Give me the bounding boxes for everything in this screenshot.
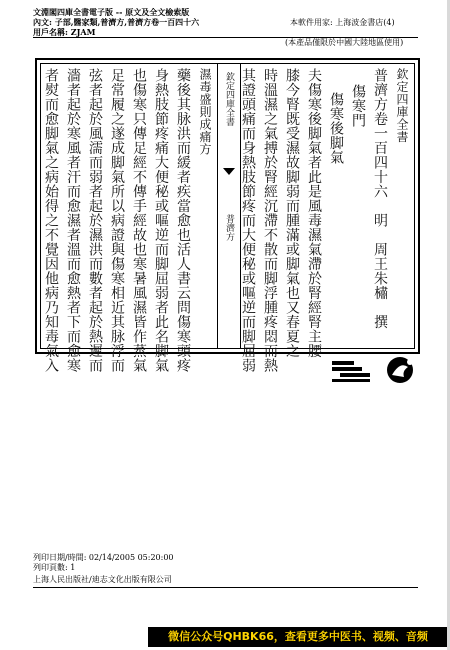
print-pages: 列印頁數: 1 <box>33 563 76 572</box>
publisher-logo-icon <box>330 353 420 385</box>
header-title: 文淵閣四庫全書電子版 -- 原文及全文檢索版 <box>33 7 190 17</box>
footer-separator <box>33 587 418 588</box>
text-column-7: 時溫濕之氣搏於腎經沉滯不散而脚浮腫疼悶而熱 <box>262 68 278 373</box>
watermark-banner: 微信公众号QHBK66，查看更多中医书、视频、音频 <box>148 627 448 647</box>
text-column-10: 藥後其脉洪而緩者疾當愈也活人書云問傷寒頭疼 <box>175 68 191 373</box>
header-content-path: 內文: 子部,醫家類,普濟方,普濟方卷一百四十六 <box>33 17 200 27</box>
header-separator <box>33 37 418 38</box>
fish-tail-mark-top <box>223 168 235 175</box>
text-frame-inner <box>40 63 415 373</box>
text-column-15: 濇者起於寒風者汗而愈濕者溫而愈熱者下而愈寒 <box>65 68 81 373</box>
text-column-12: 也傷寒只傳足經不傳手經故也寒暑風濕皆作蒸氣 <box>131 68 147 373</box>
text-column-16: 者熨而愈脚氣之病始得之不覺因他病乃知毒氣入 <box>43 68 59 373</box>
header-licensee: 本軟件用家: 上海波金書店(4) <box>290 18 395 27</box>
band-volume-title: 普濟方 <box>224 214 234 241</box>
fold-band <box>217 64 241 348</box>
header-region-note: (本產品僅限於中國大陸地區使用) <box>285 38 404 47</box>
text-column-3: 傷寒門 <box>350 84 366 128</box>
text-column-1: 欽定四庫全書 <box>395 68 409 143</box>
header-user: 用戶名稱: ZJAM <box>33 27 96 37</box>
text-column-8: 其證頭痛而身熱肢節疼而大便秘或嘔逆而脚屈弱 <box>240 68 256 373</box>
text-column-13: 足常履之遂成脚氣所以病證與傷寒相近其脉浮而 <box>109 68 125 373</box>
text-column-2: 普濟方卷一百四十六 明 周王朱橚 撰 <box>372 68 388 329</box>
text-column-11: 身熱肢節疼痛大便秘或嘔逆而脚屈弱者此名脚氣 <box>153 68 169 373</box>
text-column-5: 夫傷寒後脚氣者此是風毒濕氣滯於腎經腎主腰 <box>306 68 322 358</box>
band-book-title: 欽定四庫全書 <box>224 72 234 126</box>
text-column-14: 弦者起於風濡而弱者起於濕洪而數者起於熱遲而 <box>87 68 103 373</box>
text-column-9: 濕毒盛則成痛方 <box>198 68 212 156</box>
publisher-name: 上海人民出版社/迪志文化出版有限公司 <box>33 575 172 584</box>
text-column-4: 傷寒後脚氣 <box>328 92 344 165</box>
text-column-6: 膝今腎既受濕故脚弱而腫滿或脚氣也又春夏之 <box>284 68 300 358</box>
text-frame <box>35 58 420 373</box>
print-datetime: 列印日期/時間: 02/14/2005 05:20:00 <box>33 553 174 562</box>
